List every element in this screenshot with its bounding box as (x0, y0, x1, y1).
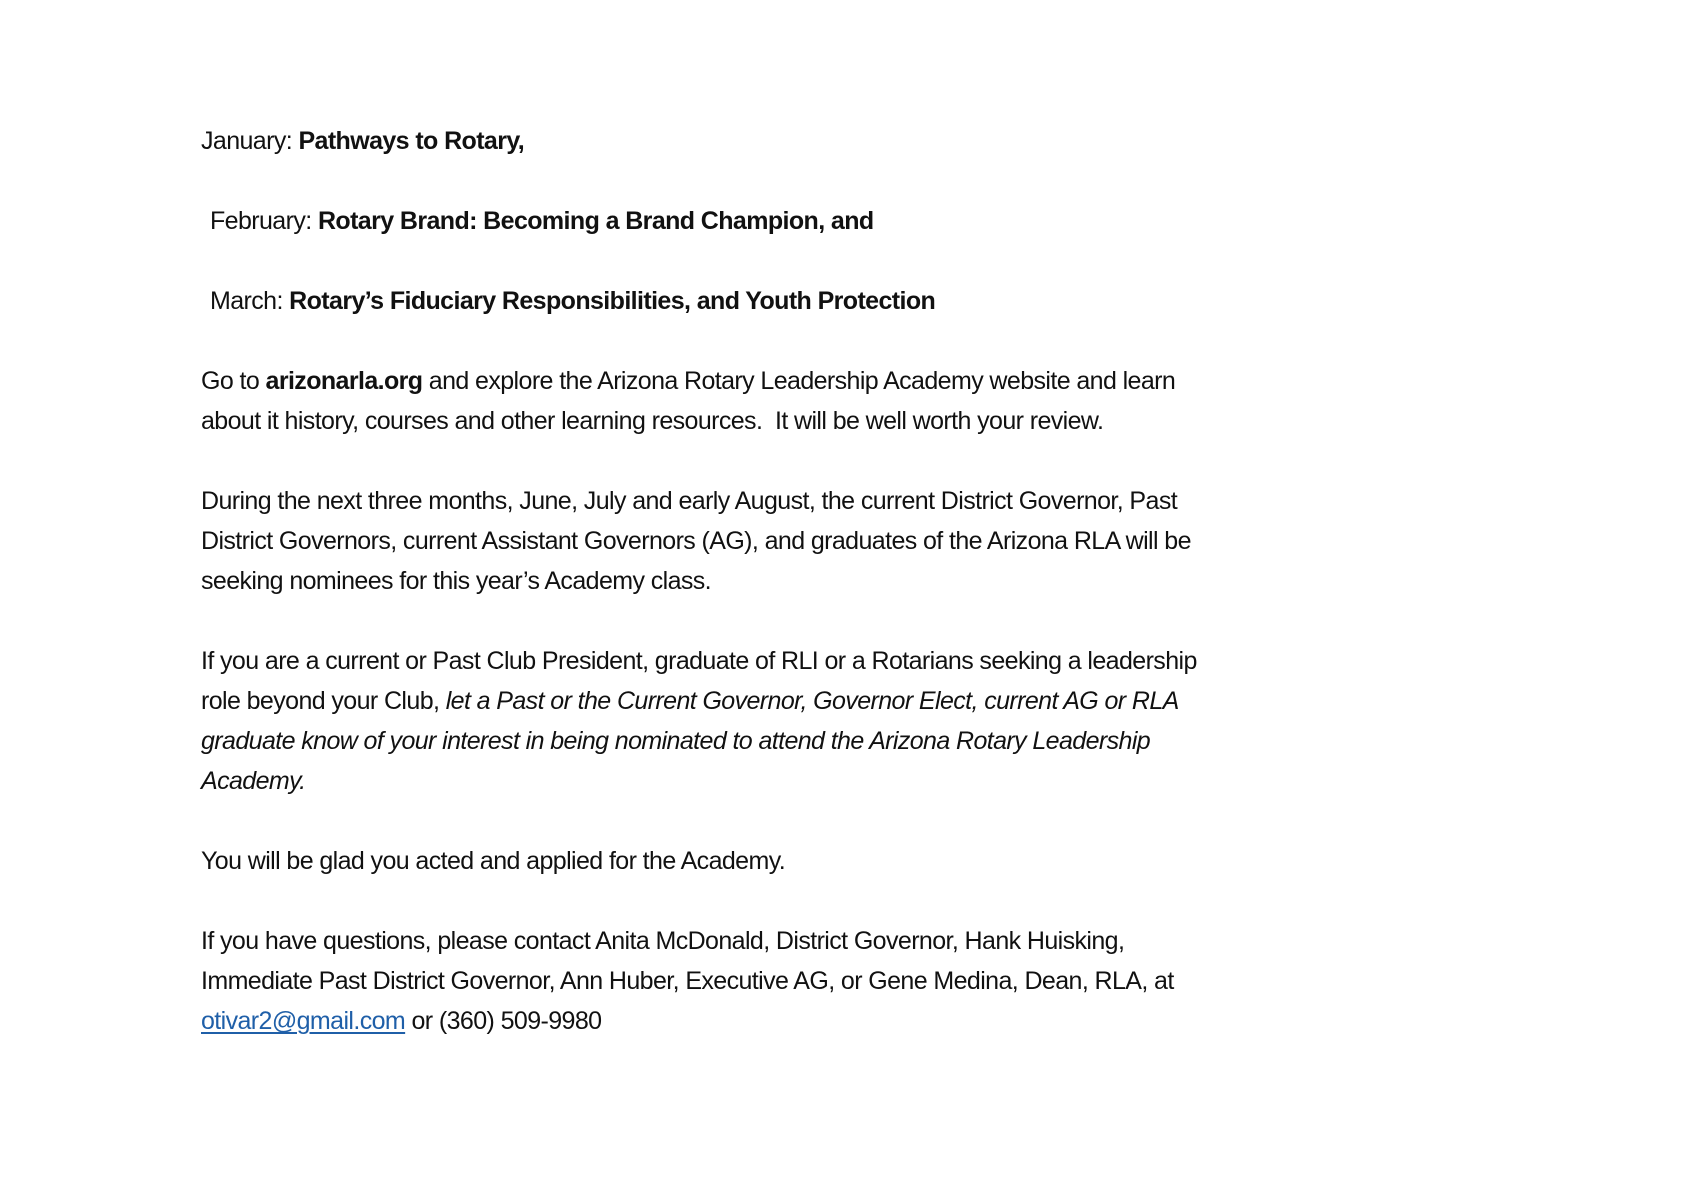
glad-text: You will be glad you acted and applied for the Academy. (201, 847, 786, 875)
month-course-title: Pathways to Rotary, (298, 127, 525, 155)
website-prefix: Go to (201, 367, 260, 395)
email-link[interactable]: otivar2@gmail.com (201, 1007, 406, 1035)
website-line1-rest: and explore the Arizona Rotary Leadership Academy website and learn (428, 367, 1176, 395)
contact-line1: If you have questions, please contact Anita McDonald, District Governor, Hank Huisking, (201, 927, 1125, 955)
month-course-title: Rotary Brand: Becoming a Brand Champion, and (317, 207, 874, 235)
contact-paragraph (201, 921, 1581, 1041)
month-label: February: (210, 207, 312, 235)
interest-paragraph (201, 641, 1581, 801)
interest-line4-italic: Academy. (201, 767, 306, 795)
nominee-line: seeking nominees for this year’s Academy class. (201, 567, 712, 595)
nominee-line: During the next three months, June, July and early August, the current District Governor, Past (201, 487, 1178, 515)
month-label: January: (201, 127, 293, 155)
interest-line2-italic: let a Past or the Current Governor, Governor Elect, current AG or RLA (445, 687, 1179, 715)
interest-line1: If you are a current or Past Club President, graduate of RLI or a Rotarians seeking a leadership (201, 647, 1197, 675)
document-page (201, 121, 1581, 1081)
month-course-title: Rotary’s Fiduciary Responsibilities, and Youth Protection (289, 287, 936, 315)
interest-line2-plain: role beyond your Club, (201, 687, 440, 715)
nominee-line: District Governors, current Assistant Governors (AG), and graduates of the Arizona RLA will be (201, 527, 1191, 555)
website-line2: about it history, courses and other learning resources. It will be well worth your review. (201, 407, 1104, 435)
website-name: arizonarla.org (265, 367, 423, 395)
nominee-paragraph (201, 481, 1581, 601)
phone-text: or (360) 509-9980 (411, 1007, 602, 1035)
month-february (201, 201, 1581, 241)
contact-line2: Immediate Past District Governor, Ann Huber, Executive AG, or Gene Medina, Dean, RLA, at (201, 967, 1174, 995)
month-label: March: (210, 287, 283, 315)
month-january (201, 121, 1581, 161)
interest-line3-italic: graduate know of your interest in being nominated to attend the Arizona Rotary Leadership (201, 727, 1151, 755)
website-paragraph (201, 361, 1581, 441)
month-march (201, 281, 1581, 321)
glad-paragraph (201, 841, 1581, 881)
